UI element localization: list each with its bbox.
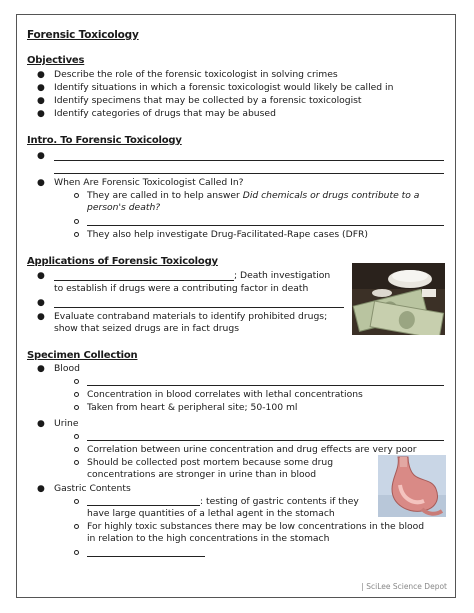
bullet: ●	[37, 312, 45, 322]
objective-item: Describe the role of the forensic toxicologist in solving crimes	[54, 69, 338, 80]
page-title: Forensic Toxicology	[27, 29, 139, 41]
contraband-cont: show that seized drugs are in fact drugs	[54, 323, 239, 334]
sub-bullet	[74, 434, 79, 439]
worksheet-page	[16, 14, 456, 598]
blank-line	[54, 160, 444, 161]
bullet: ●	[37, 484, 45, 494]
sub-bullet	[74, 232, 79, 237]
bullet: ●	[37, 109, 45, 119]
urine-postmortem-cont: concentrations are stronger in urine than in blood	[87, 469, 317, 480]
bullet: ●	[37, 151, 45, 161]
gastric-low-cont: in relation to the high concentrations in the stomach	[87, 533, 330, 544]
gastric-test-cont: have large quantities of a lethal agent in the stomach	[87, 508, 335, 519]
gastric-label: Gastric Contents	[54, 483, 131, 494]
bullet: ●	[37, 96, 45, 106]
blood-label: Blood	[54, 363, 80, 374]
sub-bullet	[74, 392, 79, 397]
blank-line	[54, 173, 444, 174]
sub-bullet	[74, 550, 79, 555]
sub-bullet	[74, 405, 79, 410]
called-in-text	[87, 190, 419, 202]
blank-line	[87, 505, 200, 506]
stomach-image	[378, 455, 446, 517]
drugs-money-image	[352, 263, 445, 335]
sub-bullet	[74, 193, 79, 198]
blank-line	[87, 556, 205, 557]
called-question-cont: person's death?	[87, 202, 161, 213]
footer-credit: | SciLee Science Depot	[361, 582, 447, 591]
called-prefix: They are called in to help answer	[87, 190, 243, 201]
bullet: ●	[37, 70, 45, 80]
blood-taken-text: Taken from heart & peripheral site; 50-100 ml	[87, 402, 298, 413]
gastric-test-text: : testing of gastric contents if they	[200, 496, 359, 507]
objective-item: Identify categories of drugs that may be abused	[54, 108, 276, 119]
sub-bullet	[74, 447, 79, 452]
objective-item: Identify situations in which a forensic toxicologist would likely be called in	[54, 82, 394, 93]
bullet: ●	[37, 298, 45, 308]
urine-correlation-text: Correlation between urine concentration and drug effects are very poor	[87, 444, 417, 455]
urine-label: Urine	[54, 418, 79, 429]
death-investigation-cont: to establish if drugs were a contributing factor in death	[54, 283, 309, 294]
blood-concentration-text: Concentration in blood correlates with lethal concentrations	[87, 389, 363, 400]
urine-postmortem-text: Should be collected post mortem because some drug	[87, 457, 334, 468]
specimen-heading: Specimen Collection	[27, 350, 138, 361]
gastric-low-text: For highly toxic substances there may be low concentrations in the blood	[87, 521, 425, 532]
death-investigation-text: ; Death investigation	[234, 270, 331, 281]
blank-line	[87, 440, 444, 441]
called-question: Did chemicals or drugs contribute to a	[242, 190, 420, 201]
bullet: ●	[37, 83, 45, 93]
when-called-text: When Are Forensic Toxicologist Called In?	[54, 177, 244, 188]
blank-line	[87, 385, 444, 386]
sub-bullet	[74, 379, 79, 384]
blank-line	[54, 307, 344, 308]
dfr-text: They also help investigate Drug-Facilitated-Rape cases (DFR)	[87, 229, 368, 240]
intro-heading: Intro. To Forensic Toxicology	[27, 135, 182, 146]
bullet: ●	[37, 178, 45, 188]
blank-line	[87, 225, 444, 226]
bullet: ●	[37, 419, 45, 429]
bullet: ●	[37, 364, 45, 374]
sub-bullet	[74, 499, 79, 504]
applications-heading: Applications of Forensic Toxicology	[27, 256, 218, 267]
blank-line	[54, 280, 234, 281]
sub-bullet	[74, 219, 79, 224]
bullet: ●	[37, 271, 45, 281]
sub-bullet	[74, 460, 79, 465]
objective-item: Identify specimens that may be collected by a forensic toxicologist	[54, 95, 362, 106]
objectives-heading: Objectives	[27, 55, 85, 66]
contraband-text: Evaluate contraband materials to identify prohibited drugs;	[54, 311, 328, 322]
sub-bullet	[74, 524, 79, 529]
